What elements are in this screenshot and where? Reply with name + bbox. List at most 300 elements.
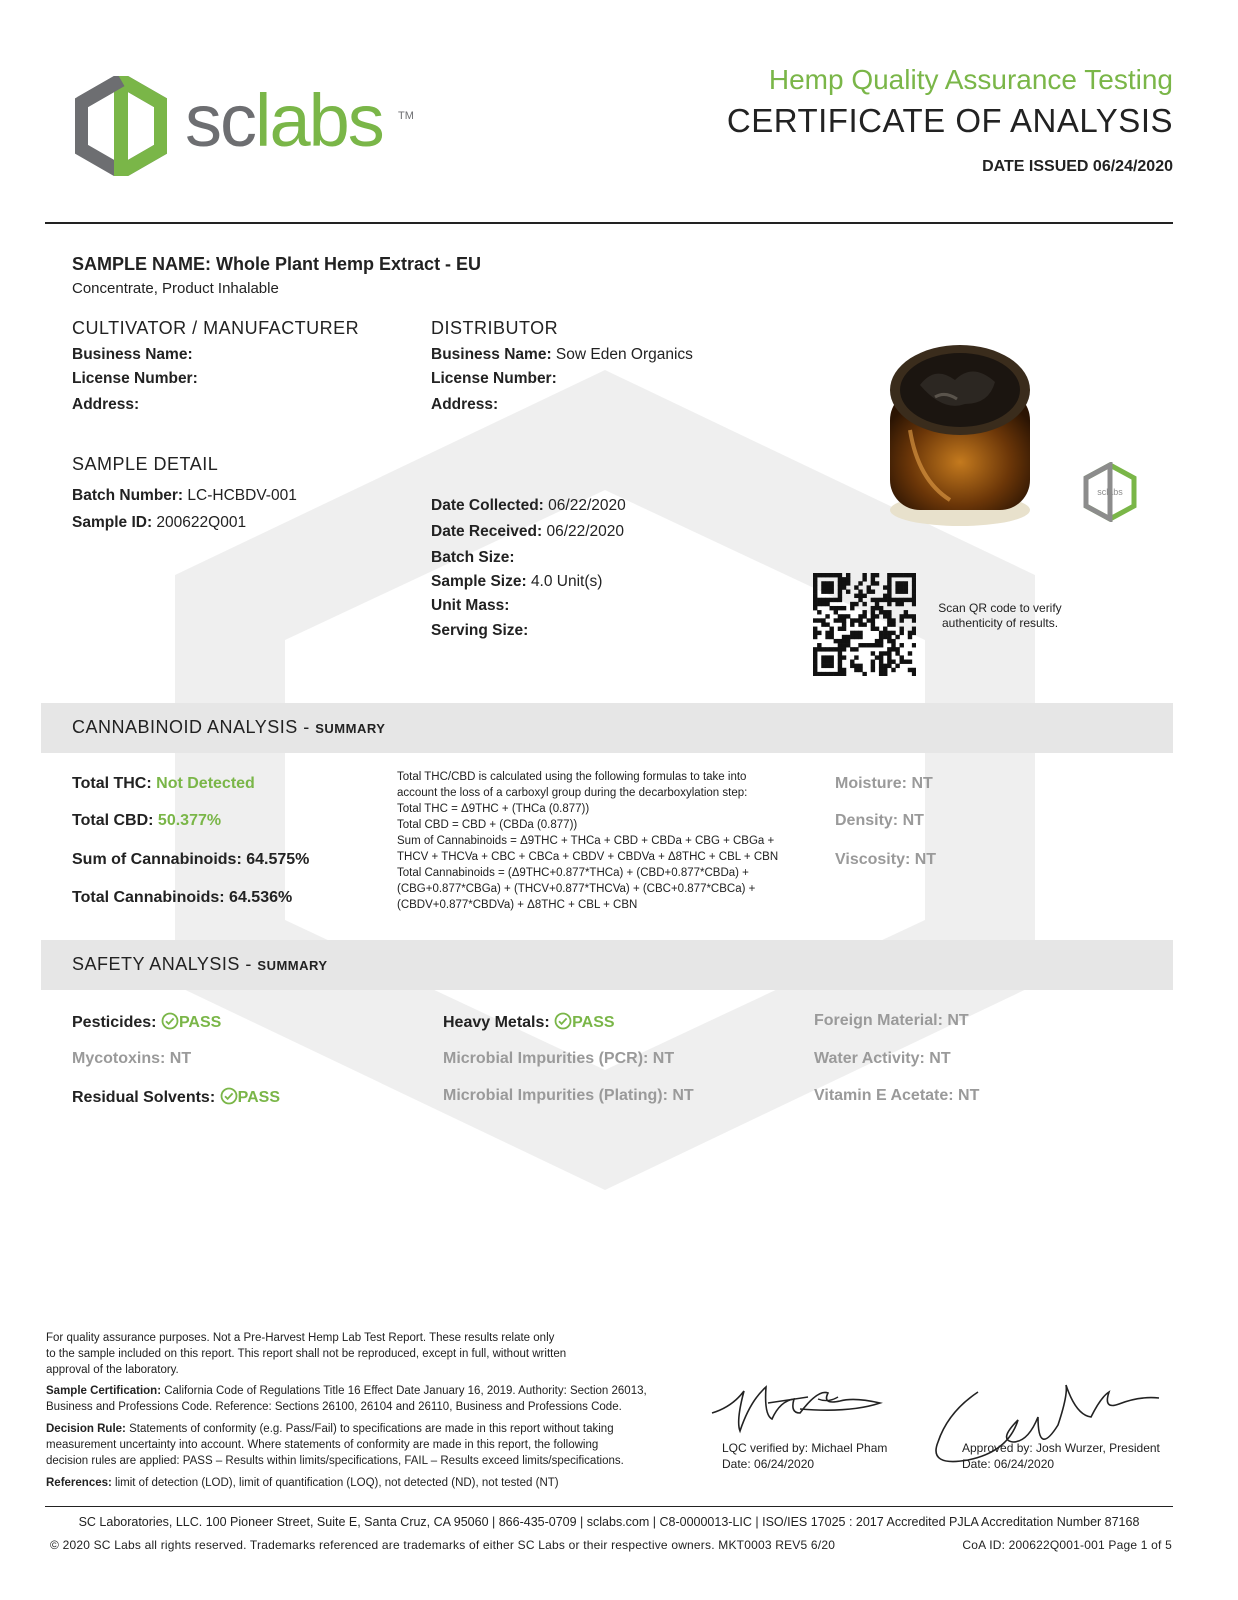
qr-module (850, 647, 854, 651)
qr-module (887, 594, 891, 598)
qr-module (900, 660, 904, 664)
lqc-verification (722, 1440, 887, 1472)
qr-module (825, 631, 829, 635)
qr-module (879, 639, 883, 643)
qr-module (871, 573, 875, 577)
qr-module (895, 651, 899, 655)
qr-module (842, 635, 846, 639)
qr-module (867, 643, 871, 647)
qr-module (887, 618, 891, 622)
qr-module (846, 643, 850, 647)
qr-module (912, 581, 916, 585)
qr-module (821, 589, 825, 593)
qr-module (838, 618, 842, 622)
qr-module (817, 602, 821, 606)
decision-rule: Decision Rule: Statements of conformity (e.g. Pass/Fail) to specifications are made in this report without taking measurement uncertainty into account. Where statements of conformity are made in this report, the following decision rules are applied: PASS – Results within limits/specifications, FAIL – Results exceed limits/specifications. (46, 1423, 624, 1467)
qr-module (829, 647, 833, 651)
qr-module (895, 635, 899, 639)
pass-check-icon (554, 1012, 572, 1030)
qr-module (883, 585, 887, 589)
header-divider (45, 222, 1173, 224)
qr-module (858, 631, 862, 635)
qr-module (842, 614, 846, 618)
qr-module (829, 672, 833, 676)
qr-module (858, 614, 862, 618)
qr-module (895, 573, 899, 577)
qr-module (858, 664, 862, 668)
qr-module (838, 664, 842, 668)
qr-module (858, 643, 862, 647)
qr-module (838, 660, 842, 664)
distributor-business (431, 346, 693, 364)
qr-module (817, 672, 821, 676)
qr-module (875, 639, 879, 643)
qr-module (895, 598, 899, 602)
qr-module (900, 598, 904, 602)
qr-module (858, 635, 862, 639)
qa-line: For quality assurance purposes. Not a Pre-Harvest Hemp Lab Test Report. These results relate only (46, 1332, 555, 1344)
sclabs-logo-icon (75, 76, 167, 176)
qr-module (887, 602, 891, 606)
qr-module (817, 610, 821, 614)
qr-module (883, 668, 887, 672)
qr-module (862, 614, 866, 618)
qr-module (813, 618, 817, 622)
qr-module (829, 655, 833, 659)
qr-module (842, 606, 846, 610)
badge-text: sclabs (1097, 487, 1123, 497)
qr-module (871, 577, 875, 581)
calculation-formulas (397, 769, 807, 913)
total-cannabinoids-value: 64.536% (229, 889, 293, 906)
qr-module (850, 660, 854, 664)
qr-module (817, 618, 821, 622)
unit-mass-label: Unit Mass: (431, 597, 510, 614)
qr-caption-line-1: Scan QR code to verify (938, 601, 1062, 615)
qa-line: to the sample included on this report. This report shall not be reproduced, except in full, without written (46, 1348, 567, 1360)
viscosity: Viscosity: NT (835, 851, 937, 868)
qr-module (846, 581, 850, 585)
qr-module (854, 602, 858, 606)
total-thc-value: Not Detected (156, 775, 255, 792)
date-collected-value: 06/22/2020 (548, 497, 626, 514)
formula-line: Sum of Cannabinoids = Δ9THC + THCa + CBD + CBDa + CBG + CBGa + (397, 835, 775, 847)
qr-module (838, 643, 842, 647)
batch-size-label: Batch Size: (431, 549, 515, 566)
qr-module (895, 585, 899, 589)
safety-heading: SAFETY ANALYSIS - SUMMARY (72, 954, 328, 974)
qr-module (900, 581, 904, 585)
qr-module (817, 573, 821, 577)
qr-module (825, 598, 829, 602)
qr-module (838, 581, 842, 585)
date-received-value: 06/22/2020 (546, 523, 625, 540)
qr-module (871, 668, 875, 672)
qr-module (838, 594, 842, 598)
foreign-material: Foreign Material: NT (814, 1012, 969, 1029)
qr-module (834, 573, 838, 577)
distributor-business-value: Sow Eden Organics (555, 346, 693, 363)
qr-module (875, 573, 879, 577)
qr-module (912, 573, 916, 577)
qr-module (850, 631, 854, 635)
qr-module (829, 598, 833, 602)
qr-module (900, 618, 904, 622)
qr-module (871, 614, 875, 618)
qr-module (875, 602, 879, 606)
approved-date: Date: 06/24/2020 (962, 1457, 1055, 1471)
sample-size-value: 4.0 Unit(s) (530, 573, 603, 590)
qr-module (813, 594, 817, 598)
qr-module (813, 606, 817, 610)
qr-module (842, 672, 846, 676)
qr-module (862, 573, 866, 577)
sample-id-label: Sample ID: (72, 514, 153, 531)
qr-module (854, 668, 858, 672)
date-collected-label: Date Collected: (431, 497, 544, 514)
qr-module (875, 598, 879, 602)
formula-line: account the loss of a carboxyl group during the decarboxylation step: (397, 787, 748, 799)
qr-module (871, 610, 875, 614)
qr-module (887, 651, 891, 655)
sample-name-value: Whole Plant Hemp Extract - EU (216, 254, 482, 274)
qr-module (887, 585, 891, 589)
qr-module (908, 614, 912, 618)
qr-module (862, 610, 866, 614)
vitamin-e-acetate: Vitamin E Acetate: NT (814, 1087, 980, 1104)
qr-module (829, 606, 833, 610)
qr-module (838, 573, 842, 577)
microbial-pcr: Microbial Impurities (PCR): NT (443, 1050, 675, 1067)
microbial-plating: Microbial Impurities (Plating): NT (443, 1087, 694, 1104)
qr-module (854, 631, 858, 635)
qr-module (887, 647, 891, 651)
qr-module (871, 622, 875, 626)
qr-module (908, 635, 912, 639)
total-cannabinoids (72, 889, 292, 907)
qr-module (838, 668, 842, 672)
lqc-date: Date: 06/24/2020 (722, 1457, 815, 1471)
qr-module (912, 594, 916, 598)
qr-module (846, 614, 850, 618)
qr-module (904, 614, 908, 618)
heavy-metals-value: PASS (572, 1014, 615, 1031)
qr-module (912, 598, 916, 602)
qr-module (862, 672, 866, 676)
qr-module (825, 655, 829, 659)
qr-module (825, 585, 829, 589)
qr-module (883, 631, 887, 635)
formula-line: (CBG+0.877*CBGa) + (THCV+0.877*THCVa) + (CBC+0.877*CBCa) + (397, 883, 756, 895)
qr-module (838, 589, 842, 593)
qr-module (825, 602, 829, 606)
sample-size (431, 573, 602, 591)
qr-module (895, 647, 899, 651)
total-cbd-value: 50.377% (157, 812, 222, 829)
pesticides-value: PASS (178, 1014, 222, 1031)
qr-module (862, 577, 866, 581)
qr-module (842, 643, 846, 647)
qr-module (813, 672, 817, 676)
qr-module (871, 651, 875, 655)
qr-module (912, 672, 916, 676)
qr-module (813, 573, 817, 577)
qr-module (891, 668, 895, 672)
qr-module (850, 606, 854, 610)
qr-module (871, 618, 875, 622)
qr-module (821, 602, 825, 606)
qr-module (858, 622, 862, 626)
qr-module (838, 577, 842, 581)
qr-module (842, 655, 846, 659)
qr-module (858, 618, 862, 622)
qr-module (871, 589, 875, 593)
qr-module (883, 664, 887, 668)
qr-module (879, 660, 883, 664)
qr-module (846, 635, 850, 639)
qr-module (817, 647, 821, 651)
qr-module (858, 594, 862, 598)
qr-module (821, 581, 825, 585)
qr-module (908, 668, 912, 672)
qr-module (858, 668, 862, 672)
qr-module (887, 589, 891, 593)
date-received-label: Date Received: (431, 523, 543, 540)
formula-line: Total THC/CBD is calculated using the following formulas to take into (397, 771, 747, 783)
sum-of-cannabinoids-label: Sum of Cannabinoids: (72, 851, 242, 868)
qr-module (887, 664, 891, 668)
qr-module (912, 631, 916, 635)
qr-module (875, 627, 879, 631)
qr-module (821, 655, 825, 659)
qr-module (821, 618, 825, 622)
sample-id (72, 514, 246, 532)
qr-module (821, 647, 825, 651)
qr-module (813, 589, 817, 593)
qr-module (900, 627, 904, 631)
qr-module (829, 664, 833, 668)
qr-module (838, 614, 842, 618)
qr-module (854, 655, 858, 659)
qr-module (908, 660, 912, 664)
qr-caption-line-2: authenticity of results. (941, 616, 1059, 630)
qr-module (875, 614, 879, 618)
density: Density: NT (835, 812, 924, 829)
total-thc-label: Total THC: (72, 775, 152, 792)
qr-module (842, 581, 846, 585)
qr-module (912, 614, 916, 618)
qr-module (829, 585, 833, 589)
lqc-signature-image (708, 1383, 903, 1443)
pass-check-icon (161, 1012, 179, 1030)
qr-module (821, 573, 825, 577)
cultivator-heading: CULTIVATOR / MANUFACTURER (72, 318, 360, 338)
qr-module (900, 631, 904, 635)
qr-module (817, 643, 821, 647)
qr-module (813, 581, 817, 585)
qr-module (900, 573, 904, 577)
qr-module (912, 577, 916, 581)
qr-module (838, 647, 842, 651)
qr-module (829, 635, 833, 639)
product-jar-image (880, 335, 1040, 535)
qr-module (887, 614, 891, 618)
sample-size-label: Sample Size: (431, 573, 527, 590)
qr-module (854, 618, 858, 622)
date-issued: DATE ISSUED 06/24/2020 (982, 158, 1173, 175)
verification-qr-code[interactable] (813, 573, 916, 676)
quality-assurance-disclaimer (46, 1330, 666, 1378)
qr-module (825, 573, 829, 577)
qr-caption (925, 601, 1075, 631)
qr-module (854, 585, 858, 589)
qr-module (895, 602, 899, 606)
qr-module (850, 635, 854, 639)
qr-module (850, 622, 854, 626)
approved-by: Approved by: Josh Wurzer, President (962, 1441, 1160, 1455)
footer-divider (45, 1506, 1173, 1507)
qr-module (887, 581, 891, 585)
qr-module (838, 651, 842, 655)
cannabinoid-heading: CANNABINOID ANALYSIS - SUMMARY (72, 717, 386, 737)
qr-module (842, 627, 846, 631)
qr-module (908, 631, 912, 635)
qr-module (891, 573, 895, 577)
qr-module (850, 664, 854, 668)
pesticides-result (72, 1012, 221, 1032)
qr-module (871, 581, 875, 585)
water-activity: Water Activity: NT (814, 1050, 951, 1067)
qr-module (879, 672, 883, 676)
copyright: © 2020 SC Labs all rights reserved. Trademarks referenced are trademarks of either SC Labs or their respective owners. MKT0003 REV5 6/20 (50, 1538, 836, 1552)
qr-module (912, 589, 916, 593)
qr-module (858, 581, 862, 585)
qr-module (825, 622, 829, 626)
logo-wordmark: sclabs (185, 79, 383, 162)
qr-module (879, 635, 883, 639)
pass-check-icon (220, 1087, 238, 1105)
qr-module (891, 660, 895, 664)
qr-module (875, 643, 879, 647)
qr-module (813, 598, 817, 602)
residual-solvents-label: Residual Solvents: (72, 1089, 216, 1106)
qr-module (895, 581, 899, 585)
qr-module (821, 598, 825, 602)
qr-module (825, 635, 829, 639)
distributor-heading: DISTRIBUTOR (431, 318, 559, 338)
qr-module (875, 606, 879, 610)
total-cbd-label: Total CBD: (72, 812, 154, 829)
mycotoxins: Mycotoxins: NT (72, 1050, 192, 1067)
qr-module (834, 618, 838, 622)
qr-module (912, 627, 916, 631)
safety-section-header (41, 940, 1173, 990)
qr-module (813, 585, 817, 589)
qr-module (825, 660, 829, 664)
sum-of-cannabinoids (72, 851, 309, 869)
qr-module (883, 635, 887, 639)
qr-module (862, 602, 866, 606)
qr-module (904, 581, 908, 585)
sample-name-label: SAMPLE NAME: (72, 254, 211, 274)
qr-module (858, 589, 862, 593)
qr-module (891, 647, 895, 651)
heavy-metals-label: Heavy Metals: (443, 1014, 550, 1031)
qr-module (850, 618, 854, 622)
lqc-verified-by: LQC verified by: Michael Pham (722, 1441, 888, 1455)
qr-module (904, 585, 908, 589)
qr-module (908, 598, 912, 602)
qr-module (825, 589, 829, 593)
qr-module (904, 660, 908, 664)
formula-line: Total THC = Δ9THC + (THCa (0.877)) (397, 803, 590, 815)
moisture: Moisture: NT (835, 775, 933, 792)
qr-module (883, 627, 887, 631)
qr-module (846, 639, 850, 643)
sum-of-cannabinoids-value: 64.575% (246, 851, 310, 868)
qr-module (825, 672, 829, 676)
approval (962, 1440, 1160, 1472)
references: References: limit of detection (LOD), limit of quantification (LOQ), not detected (ND), not tested (NT) (46, 1477, 559, 1489)
qr-module (842, 622, 846, 626)
qr-module (887, 577, 891, 581)
qr-module (887, 573, 891, 577)
qa-line: approval of the laboratory. (46, 1364, 179, 1376)
sample-detail-heading: SAMPLE DETAIL (72, 454, 219, 474)
qr-module (829, 589, 833, 593)
formula-line: Total Cannabinoids = (Δ9THC+0.877*THCa) + (CBD+0.877*CBDa) + (397, 867, 749, 879)
formula-line: THCV + THCVa + CBC + CBCa + CBDV + CBDVa + Δ8THC + CBL + CBN (397, 851, 779, 863)
qr-module (883, 672, 887, 676)
qr-module (821, 660, 825, 664)
qr-module (821, 622, 825, 626)
qr-module (821, 664, 825, 668)
qr-module (867, 585, 871, 589)
qr-module (829, 631, 833, 635)
qr-module (813, 602, 817, 606)
qr-module (900, 602, 904, 606)
qr-module (838, 606, 842, 610)
qr-module (854, 664, 858, 668)
qr-module (887, 635, 891, 639)
qr-module (842, 668, 846, 672)
qr-module (817, 598, 821, 602)
qr-module (813, 660, 817, 664)
qr-module (871, 606, 875, 610)
qr-module (867, 618, 871, 622)
distributor-license-label: License Number: (431, 370, 557, 387)
batch-number-label: Batch Number: (72, 487, 184, 504)
sample-certification: Sample Certification: California Code of Regulations Title 16 Effect Date January 16, 2019. Authority: Section 26013, Business and Professions Code. Reference: Sections 26100, 26104 and 26110, Business and Professions Code. (46, 1385, 647, 1413)
qr-module (871, 660, 875, 664)
qr-module (900, 585, 904, 589)
qr-module (900, 614, 904, 618)
qr-module (825, 647, 829, 651)
qr-module (817, 631, 821, 635)
total-cbd (72, 812, 221, 830)
qr-module (871, 643, 875, 647)
qr-module (904, 610, 908, 614)
qr-module (834, 598, 838, 602)
serving-size-label: Serving Size: (431, 622, 529, 639)
qr-module (895, 664, 899, 668)
qr-module (829, 627, 833, 631)
qr-module (813, 627, 817, 631)
batch-number (72, 487, 297, 505)
qr-module (891, 631, 895, 635)
total-thc (72, 775, 255, 793)
qr-module (883, 610, 887, 614)
